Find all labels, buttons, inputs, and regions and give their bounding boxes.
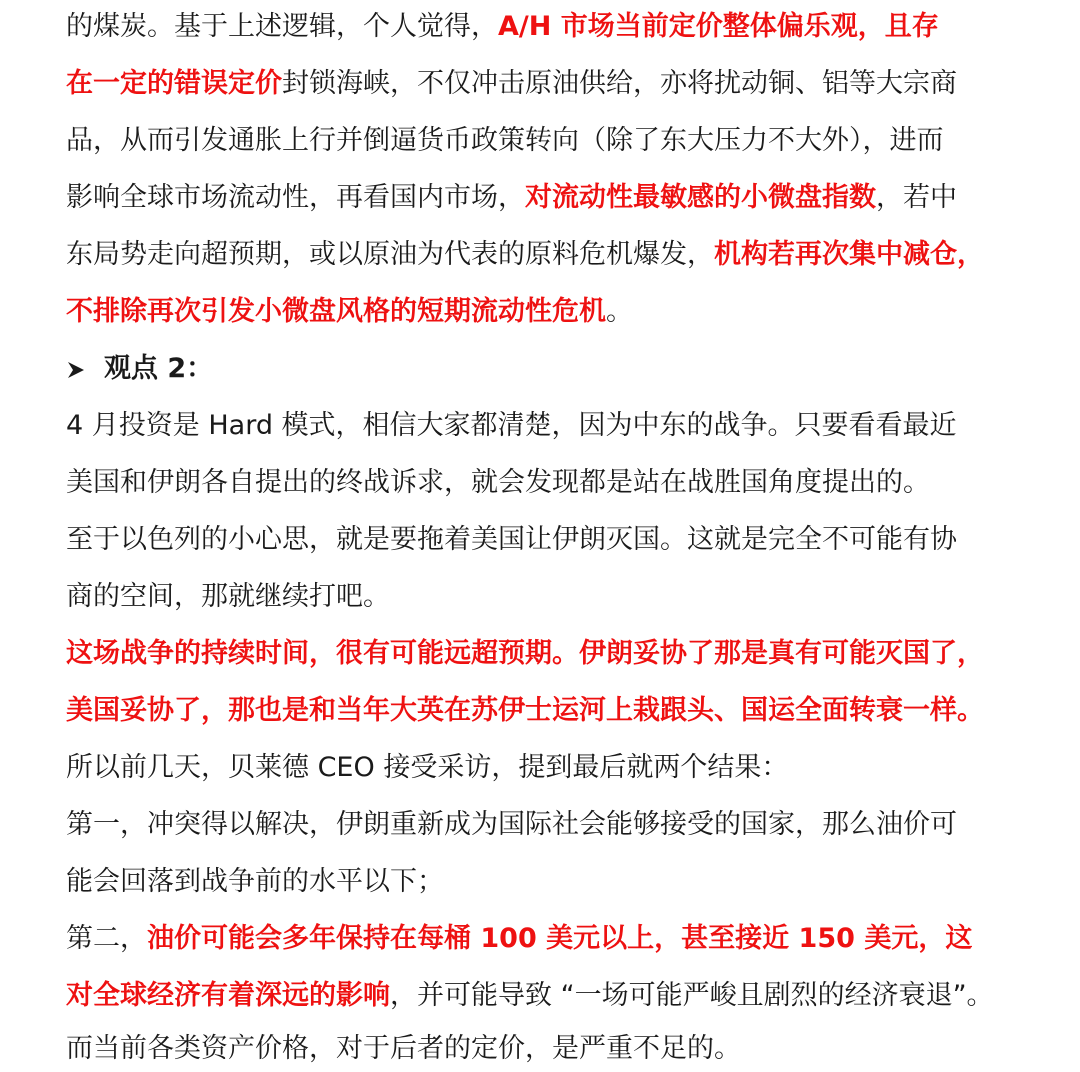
text-span: 影响全球市场流动性，再看国内市场， <box>66 182 525 213</box>
text-line <box>66 520 957 560</box>
text-span: 的煤炭。基于上述逻辑，个人觉得， <box>66 11 498 42</box>
text-line <box>66 463 930 503</box>
text-line <box>66 862 444 902</box>
text-span: 第二， <box>66 923 147 954</box>
text-span: 至于以色列的小心思，就是要拖着美国让伊朗灭国。这就是完全不可能有协 <box>66 524 957 555</box>
text-span: 商的空间，那就继续打吧。 <box>66 581 390 612</box>
highlight-span: A/H 市场当前定价整体偏乐观，且存 <box>498 11 939 42</box>
highlight-span: 在一定的错误定价 <box>66 68 282 99</box>
text-span: 东局势走向超预期，或以原油为代表的原料危机爆发， <box>66 239 714 270</box>
text-line <box>66 235 984 275</box>
heading-label: 观点 2： <box>104 353 214 384</box>
text-line <box>66 406 957 446</box>
text-line <box>66 7 939 47</box>
text-line <box>66 577 390 617</box>
text-line <box>66 121 944 161</box>
text-line <box>66 178 957 218</box>
text-span: ，并可能导致 “一场可能严峻且剧烈的经济衰退”。 <box>390 980 994 1011</box>
text-span: 所以前几天，贝莱德 CEO 接受采访，提到最后就两个结果： <box>66 752 789 783</box>
text-span: 封锁海峡，不仅冲击原油供给，亦将扰动铜、铝等大宗商 <box>282 68 957 99</box>
highlight-span: 油价可能会多年保持在每桶 100 美元以上，甚至接近 150 美元，这 <box>147 923 973 954</box>
text-line <box>66 1029 741 1069</box>
highlight-span: 对全球经济有着深远的影响 <box>66 980 390 1011</box>
highlight-span: 机构若再次集中减仓， <box>714 239 984 270</box>
text-span: ，若中 <box>876 182 957 213</box>
text-span: 而当前各类资产价格，对于后者的定价，是严重不足的。 <box>66 1033 741 1064</box>
text-line <box>66 976 994 1016</box>
text-line <box>66 634 984 674</box>
text-line <box>66 805 957 845</box>
section-heading <box>66 349 213 389</box>
text-line <box>66 691 984 731</box>
text-span: 能会回落到战争前的水平以下； <box>66 866 444 897</box>
text-line <box>66 292 633 332</box>
highlight-span: 美国妥协了，那也是和当年大英在苏伊士运河上栽跟头、国运全面转衰一样。 <box>66 695 984 726</box>
text-line <box>66 748 788 788</box>
text-span: 品，从而引发通胀上行并倒逼货币政策转向（除了东大压力不大外），进而 <box>66 125 944 156</box>
text-span: 第一，冲突得以解决，伊朗重新成为国际社会能够接受的国家，那么油价可 <box>66 809 957 840</box>
text-line <box>66 64 957 104</box>
text-span: 4 月投资是 Hard 模式，相信大家都清楚，因为中东的战争。只要看看最近 <box>66 410 957 441</box>
text-span: 美国和伊朗各自提出的终战诉求，就会发现都是站在战胜国角度提出的。 <box>66 467 930 498</box>
highlight-span: 对流动性最敏感的小微盘指数 <box>525 182 876 213</box>
text-span: 。 <box>606 296 633 327</box>
text-line <box>66 919 972 959</box>
highlight-span: 这场战争的持续时间，很有可能远超预期。伊朗妥协了那是真有可能灭国了， <box>66 638 984 669</box>
arrow-bullet-icon <box>66 349 100 389</box>
highlight-span: 不排除再次引发小微盘风格的短期流动性危机 <box>66 296 606 327</box>
